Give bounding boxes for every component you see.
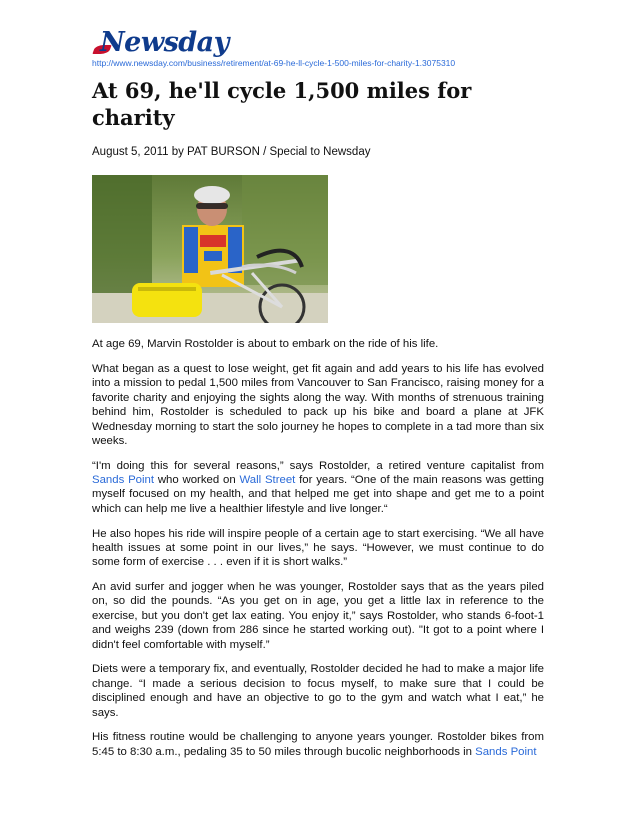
sands-point-link[interactable]: Sands Point bbox=[92, 474, 155, 487]
source-url-link[interactable]: http://www.newsday.com/business/retirement/at-69-he-ll-cycle-1-500-miles-for-charity-1.3075310 bbox=[92, 58, 456, 68]
paragraph-7-text: His fitness routine would be challenging to anyone years younger. Rostolder bikes from 5:45 to 8:30 a.m., pedaling 35 to 50 miles through bucolic neighborhoods in bbox=[92, 731, 544, 758]
article-body bbox=[92, 337, 544, 769]
paragraph-5: An avid surfer and jogger when he was younger, Rostolder says that as the years piled on, so did the pounds. “As you get on in age, you get a little lax in reference to the exercise, but you don't get lax eating. You enjoy it,” says Rostolder, who stands 6-foot-1 and weighs 239 (down from 286 since he started working out). "It got to a point where I didn't feel comfortable with myself.” bbox=[92, 581, 544, 651]
paragraph-1: At age 69, Marvin Rostolder is about to embark on the ride of his life. bbox=[92, 338, 439, 350]
paragraph-7 bbox=[92, 730, 544, 759]
paragraph-3-text-b: who worked on bbox=[154, 474, 240, 487]
wall-street-link[interactable]: Wall Street bbox=[239, 474, 296, 487]
paragraph-3-text-a: “I'm doing this for several reasons,” says Rostolder, a retired venture capitalist from bbox=[92, 459, 544, 472]
paragraph-4: He also hopes his ride will inspire people of a certain age to start exercising. “We all have health issues at some point in our lives,” he says. “However, we must continue to do some form of exercise . . . even if it is short walks.” bbox=[92, 527, 544, 569]
sands-point-link-2[interactable]: Sands Point bbox=[475, 745, 537, 758]
paragraph-2: What began as a quest to lose weight, get fit again and add years to his life has evolved into a mission to pedal 1,500 miles from Vancouver to San Francisco, raising money for a favorite charity and enjoying the sights along the way. With months of strenuous training behind him, Rostolder is scheduled to pack up his bike and board a plane at JFK Wednesday morning to start the solo journey he hopes to complete in a tad more than six weeks. bbox=[92, 362, 544, 447]
article-headline: At 69, he'll cycle 1,500 miles for charity bbox=[92, 78, 472, 130]
paragraph-3 bbox=[92, 459, 544, 517]
cyclist-photo-illustration bbox=[92, 175, 328, 323]
paragraph-6: Diets were a temporary fix, and eventually, Rostolder decided he had to make a major life change. “I made a serious decision to focus myself, to make sure that I could be disciplined enough and have an objective to go to the gym and watch what I eat,” he says. bbox=[92, 663, 544, 719]
article-photo bbox=[92, 175, 328, 323]
newsday-logo[interactable] bbox=[94, 27, 250, 60]
logo-wordmark: Newsday bbox=[100, 27, 229, 58]
article-byline: August 5, 2011 by PAT BURSON / Special to Newsday bbox=[92, 146, 371, 158]
paragraph-3-text-c: for years. “One of the main reasons was getting myself focused on my health, and that helped me get into shape and get me to a point which can help me live a healthier lifestyle and live longer.“ bbox=[92, 474, 545, 515]
